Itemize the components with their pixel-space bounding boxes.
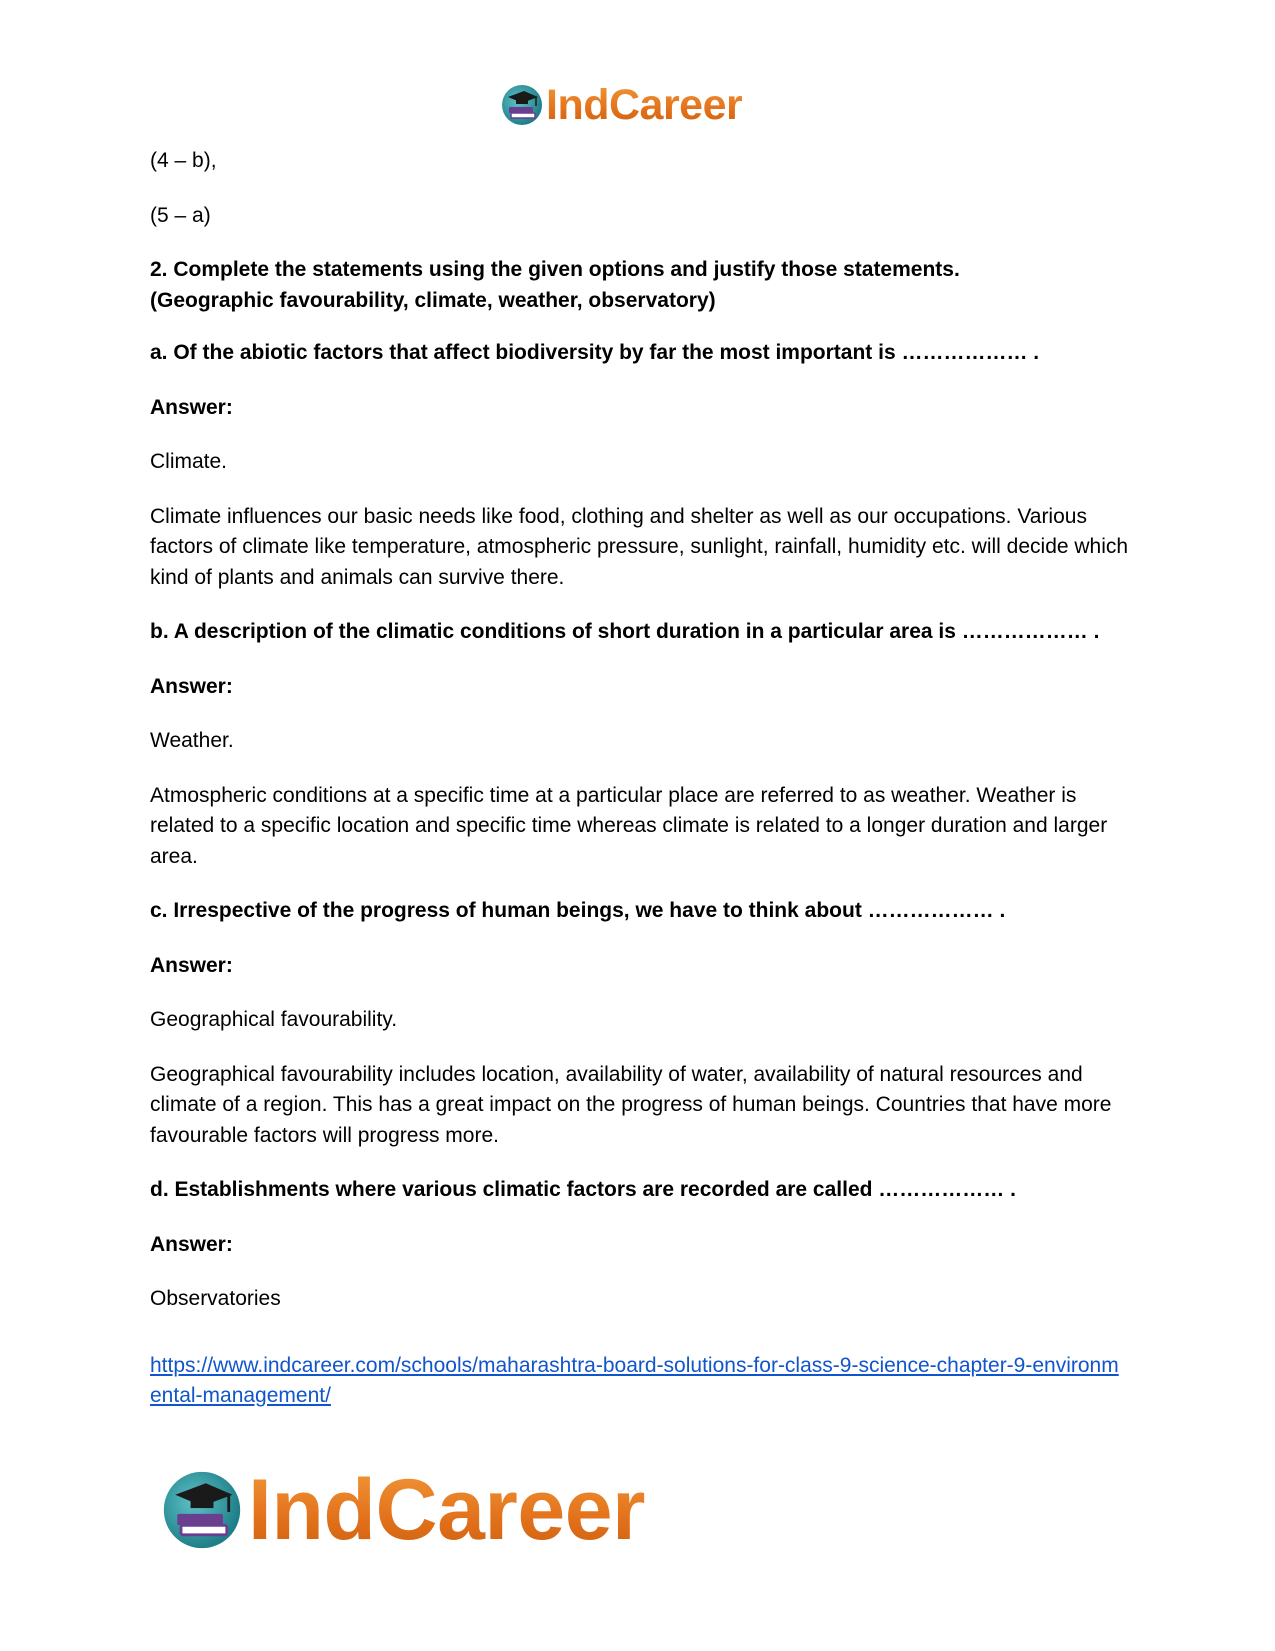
source-link[interactable]: https://www.indcareer.com/schools/maharashtra-board-solutions-for-class-9-science-chapter-9-environmental-management/ bbox=[150, 1353, 1119, 1407]
explanation-text: Climate influences our basic needs like food, clothing and shelter as well as our occupations. Various factors of climate like temperature, atmospheric pressure, sunlight, rainfall, humidity etc. will decide which kind of plants and animals can survive there. bbox=[150, 504, 1129, 589]
match-answer-line: (4 – b), bbox=[150, 149, 217, 172]
answer-text: Climate. bbox=[150, 450, 228, 473]
document-body bbox=[150, 146, 1130, 1412]
explanation-text: Atmospheric conditions at a specific time at a particular place are referred to as weather. Weather is related to a specific location and specific time whereas climate is related to a longer duration and larger area. bbox=[150, 783, 1108, 868]
answer-text: Weather. bbox=[150, 729, 234, 752]
explanation-text: Geographical favourability includes location, availability of water, availability of natural resources and climate of a region. This has a great impact on the progress of human beings. Countries that have more favourable factors will progress more. bbox=[150, 1062, 1112, 1147]
question-heading bbox=[150, 255, 1130, 316]
question-d: d. Establishments where various climatic factors are recorded are called ……………… . bbox=[150, 1178, 1016, 1201]
graduation-book-icon bbox=[160, 1468, 244, 1552]
logo-wordmark: IndCareer bbox=[546, 80, 743, 129]
answer-text: Geographical favourability. bbox=[150, 1008, 398, 1031]
answer-label: Answer: bbox=[150, 674, 233, 698]
answer-text: Observatories bbox=[150, 1287, 281, 1310]
question-a: a. Of the abiotic factors that affect biodiversity by far the most important is ……………… . bbox=[150, 341, 1040, 364]
answer-label: Answer: bbox=[150, 395, 233, 419]
question-options: (Geographic favourability, climate, weather, observatory) bbox=[150, 288, 716, 312]
logo-wordmark: IndCareer bbox=[248, 1461, 645, 1558]
header-logo bbox=[500, 80, 742, 130]
answer-label: Answer: bbox=[150, 1232, 233, 1256]
footer-logo bbox=[160, 1461, 645, 1558]
question-c: c. Irrespective of the progress of human beings, we have to think about ……………… . bbox=[150, 899, 1006, 922]
answer-label: Answer: bbox=[150, 953, 233, 977]
question-b: b. A description of the climatic conditions of short duration in a particular area is ……………… . bbox=[150, 620, 1100, 643]
match-answer-line: (5 – a) bbox=[150, 203, 211, 227]
graduation-book-icon bbox=[500, 83, 544, 127]
question-title: 2. Complete the statements using the given options and justify those statements. bbox=[150, 258, 960, 281]
